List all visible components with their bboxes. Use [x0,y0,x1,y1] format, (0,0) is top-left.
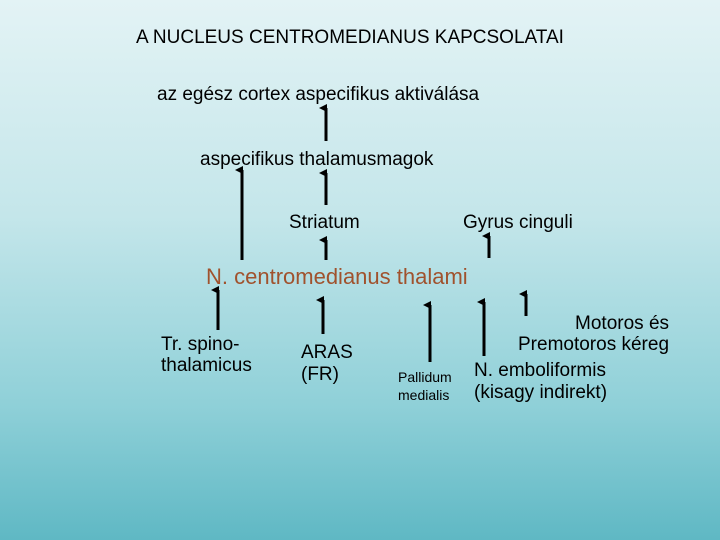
motoros-line-2: Premotoros kéreg [518,333,670,355]
pallidum-line-2: medialis [398,387,450,404]
aras-line-2: (FR) [301,363,339,385]
tr-line-2: thalamicus [161,354,252,376]
nembol-line-1: N. emboliformis [474,360,606,381]
node-thalamus: aspecifikus thalamusmagok [200,149,434,170]
node-gyrus-cinguli: Gyrus cinguli [463,212,573,233]
node-cortex: az egész cortex aspecifikus aktiválása [157,84,480,105]
node-centromedianus: N. centromedianus thalami [206,264,468,289]
diagram-title: A NUCLEUS CENTROMEDIANUS KAPCSOLATAI [136,27,564,48]
motoros-line-1: Motoros és [575,313,670,334]
node-striatum: Striatum [289,212,360,233]
aras-line-1: ARAS [301,342,353,363]
nembol-line-2: (kisagy indirekt) [474,381,608,403]
tr-line-1: Tr. spino- [161,334,240,355]
pallidum-line-1: Pallidum [398,369,452,385]
